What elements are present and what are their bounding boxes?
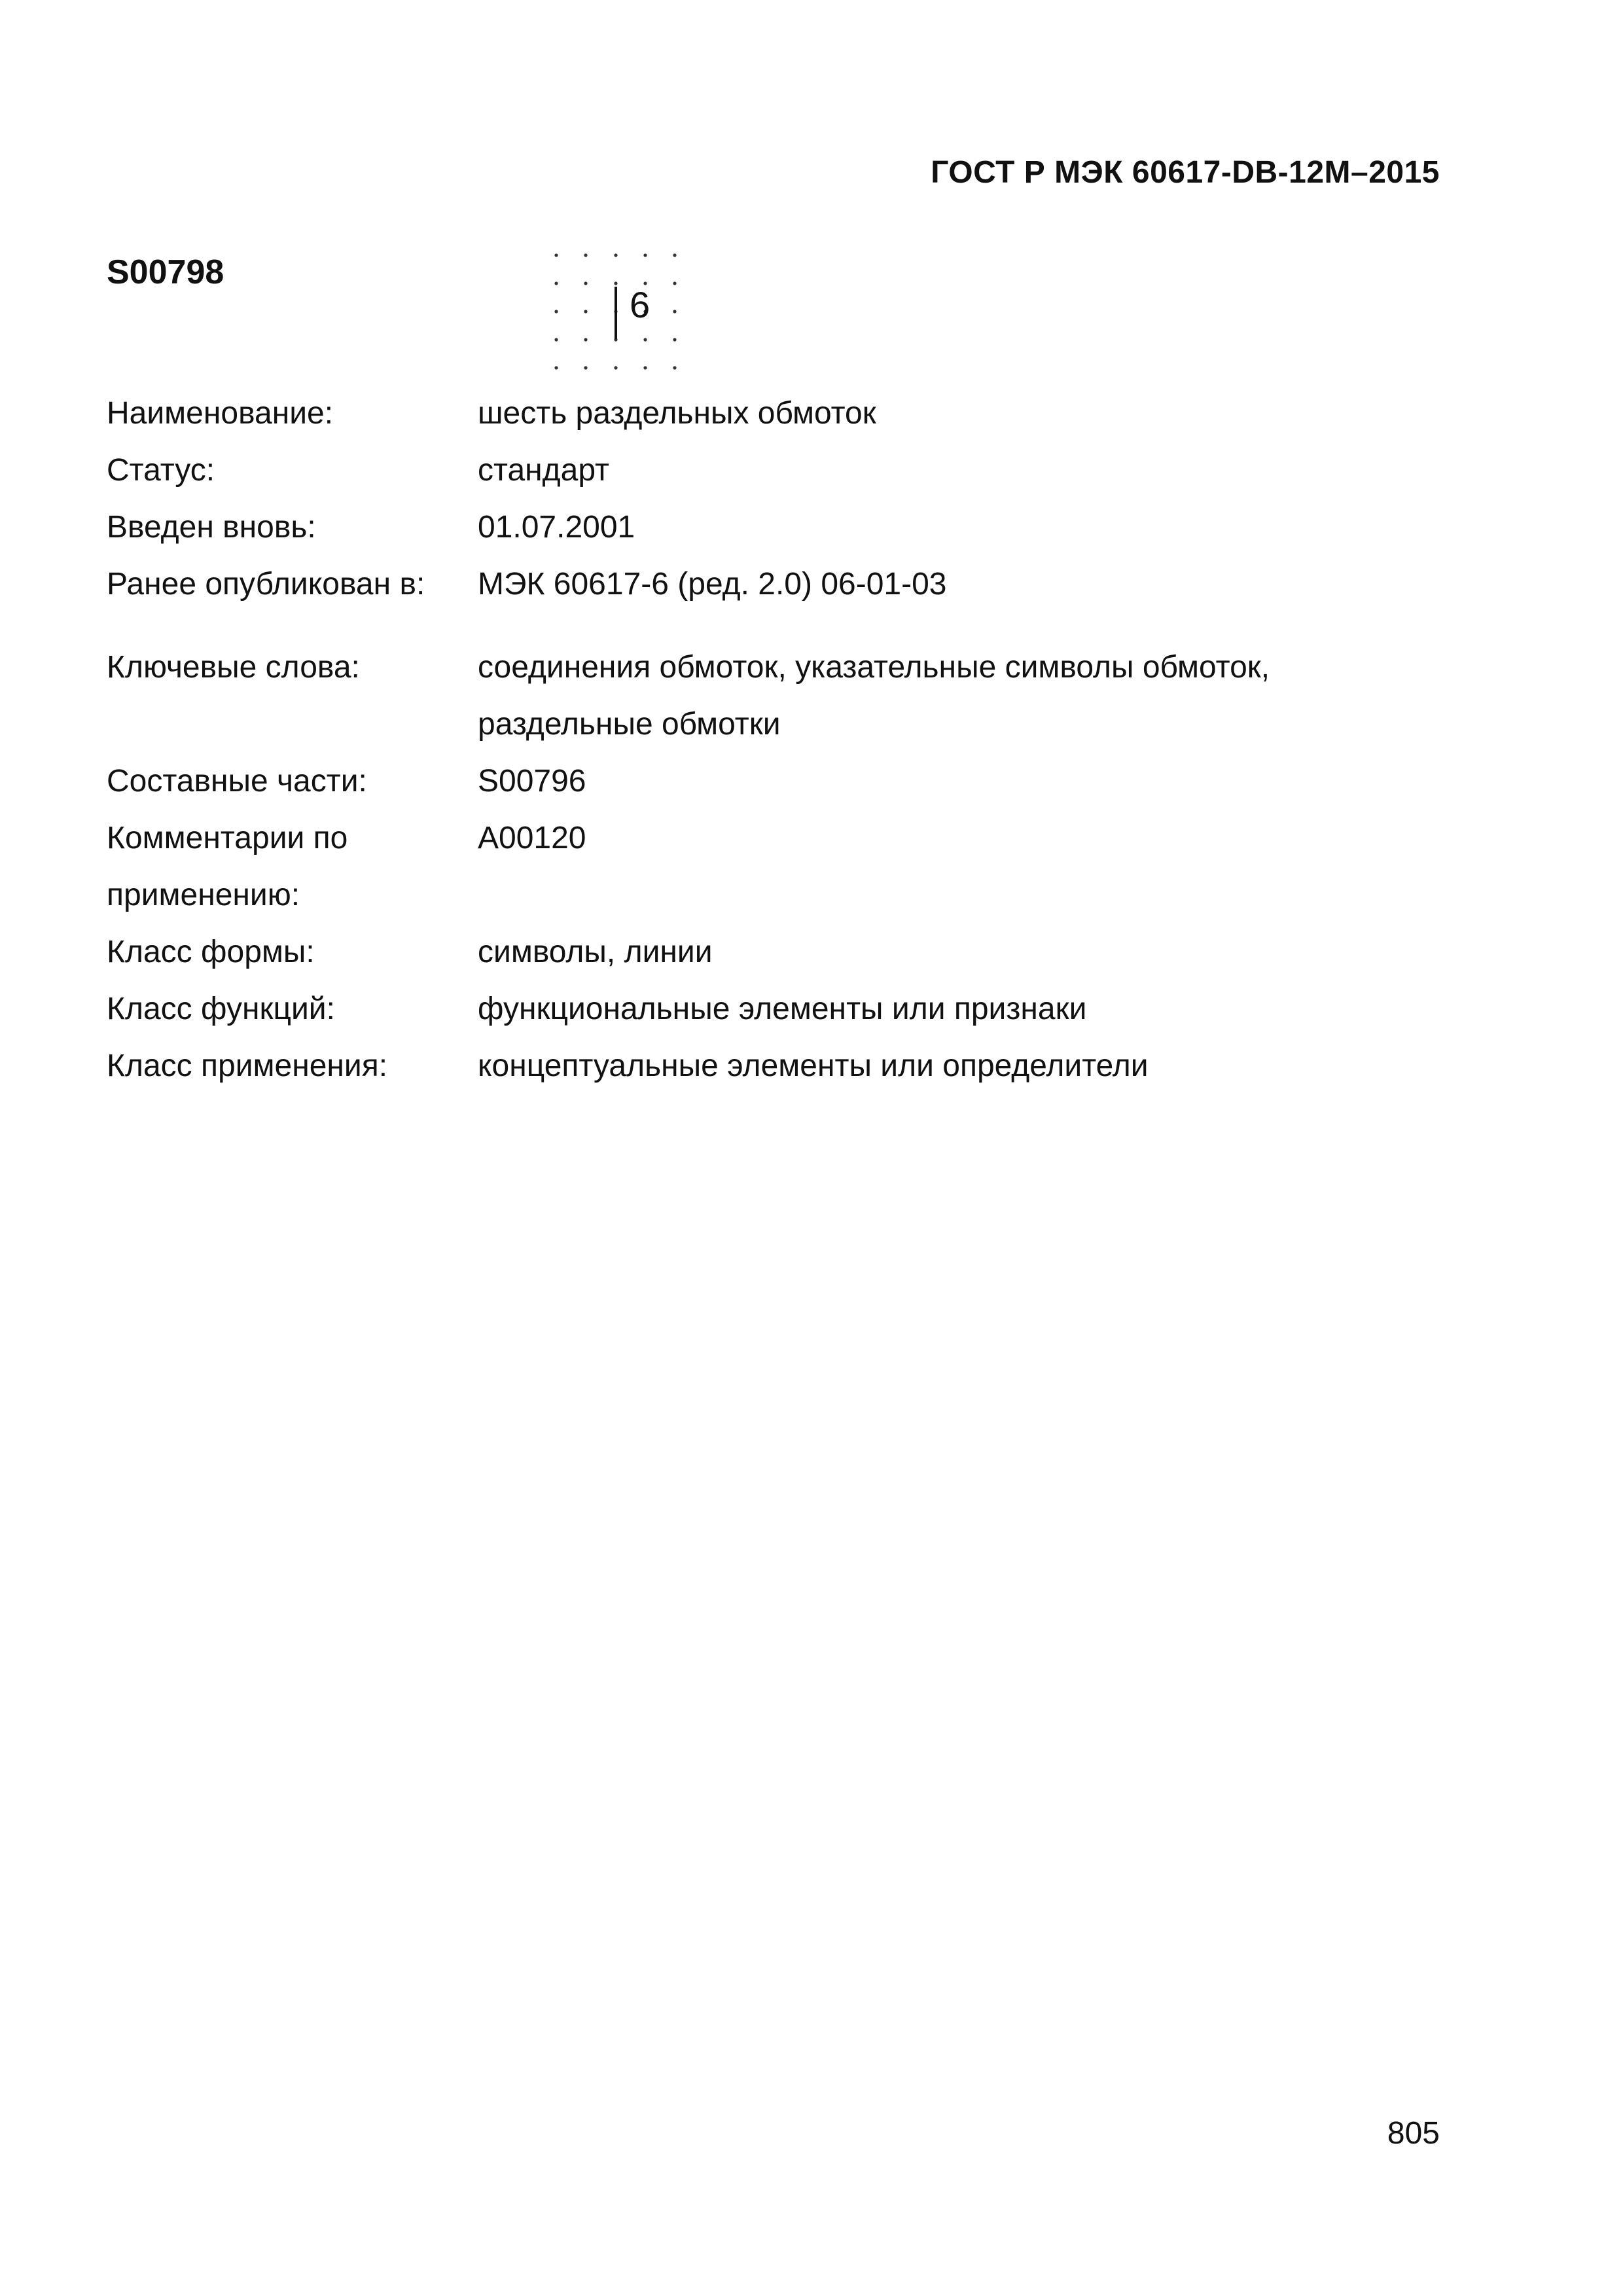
document-code: ГОСТ Р МЭК 60617-DB-12М–2015 [931, 155, 1440, 190]
grid-dot [643, 366, 647, 369]
attribute-row-previously-published [107, 556, 1440, 613]
grid-dot [673, 366, 676, 369]
grid-dot [554, 338, 558, 341]
grid-dot [554, 366, 558, 369]
attribute-row-application-class [107, 1037, 1440, 1094]
attribute-row-introduced [107, 499, 1440, 556]
attribute-label-line: Комментарии по [107, 821, 348, 855]
attribute-label: Ключевые слова: [107, 650, 360, 685]
attribute-row-components [107, 753, 1440, 810]
attribute-label: Наименование: [107, 396, 334, 431]
attribute-value [478, 613, 1440, 753]
attribute-label: Класс применения: [107, 1049, 388, 1083]
grid-dot [554, 281, 558, 285]
attribute-value: S00796 [478, 764, 586, 798]
attribute-value: A00120 [478, 821, 586, 855]
attribute-row-application-notes [107, 810, 1440, 924]
attribute-value: 01.07.2001 [478, 510, 635, 545]
attribute-value: стандарт [478, 453, 609, 488]
attribute-row-status [107, 442, 1440, 499]
symbol-id: S00798 [107, 253, 224, 291]
attribute-label: Статус: [107, 453, 215, 488]
attribute-label: Составные части: [107, 764, 367, 798]
grid-dot [584, 310, 587, 313]
grid-dot [584, 338, 587, 341]
symbol-winding-count: 6 [630, 284, 651, 325]
grid-dot [584, 366, 587, 369]
grid-dot [554, 253, 558, 257]
grid-dot [673, 338, 676, 341]
attribute-label: Введен вновь: [107, 510, 316, 545]
grid-dot [673, 281, 676, 285]
attribute-value: функциональные элементы или признаки [478, 992, 1087, 1026]
attribute-label [107, 810, 478, 924]
attribute-label-line: применению: [107, 878, 300, 912]
grid-dot [614, 253, 617, 257]
attribute-label: Ранее опубликован в: [107, 567, 425, 601]
attribute-row-shape-class [107, 924, 1440, 980]
grid-dot [643, 338, 647, 341]
attribute-value-line: соединения обмоток, указательные символы обмоток, [478, 650, 1270, 685]
grid-dot [584, 281, 587, 285]
attribute-row-keywords [107, 613, 1440, 753]
attribute-value: символы, линии [478, 935, 713, 969]
attribute-row-function-class [107, 980, 1440, 1037]
grid-dot [584, 253, 587, 257]
attribute-value: концептуальные элементы или определители [478, 1049, 1149, 1083]
attribute-value: шесть раздельных обмоток [478, 396, 876, 431]
grid-dot [554, 310, 558, 313]
grid-dot [643, 253, 647, 257]
separate-windings-symbol-icon [543, 245, 687, 376]
grid-dot [614, 366, 617, 369]
attribute-row-name [107, 385, 1440, 442]
grid-dot [614, 281, 617, 285]
grid-dot [673, 310, 676, 313]
page-number: 805 [1387, 2116, 1440, 2151]
attribute-label: Класс формы: [107, 935, 315, 969]
attribute-value-line: раздельные обмотки [478, 707, 781, 742]
grid-dot [673, 253, 676, 257]
attribute-label: Класс функций: [107, 992, 335, 1026]
attribute-value: МЭК 60617-6 (ред. 2.0) 06-01-03 [478, 567, 947, 601]
attribute-table [107, 385, 1440, 1094]
